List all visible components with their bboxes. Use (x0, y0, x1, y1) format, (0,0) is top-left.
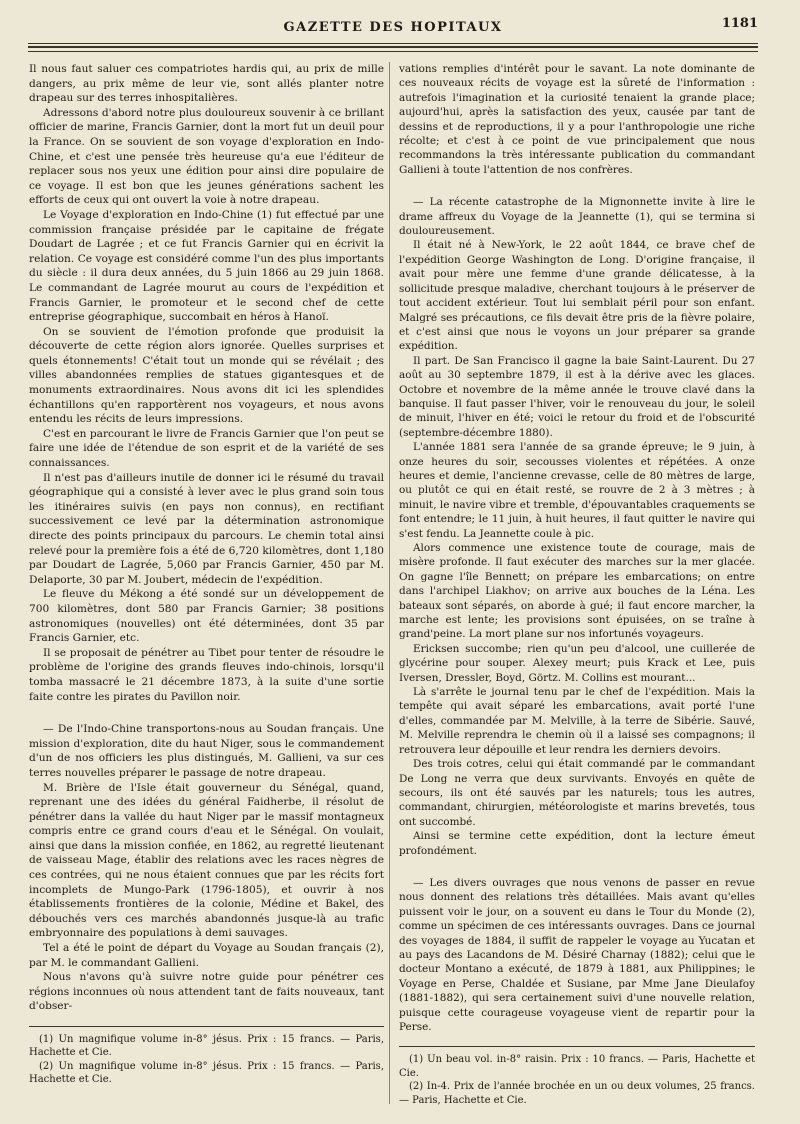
footnote: (2) Un magnifique volume in-8° jésus. Prix : 15 francs. — Paris, Hachette et Cie. (29, 1060, 384, 1086)
paragraph: Le fleuve du Mékong a été sondé sur un développement de 700 kilomètres, dont 580 par Francis Garnier; 38 positions astronomiques (nouvelles) ont été déterminées, dont 35 par Francis Garnier, etc. (29, 588, 384, 645)
footnote-rule (29, 1026, 384, 1027)
paragraph: — La récente catastrophe de la Mignonnette invite à lire le drame affreux du Voyage de la Jeannette (1), qui se termina si douloureusement. (399, 196, 755, 238)
paragraph: Il se proposait de pénétrer au Tibet pour tenter de résoudre le problème de l'origine des grands fleuves indo-chinois, lorsqu'il tomba massacré le 21 décembre 1873, à la suite d'une sortie faite contre les pirates du Pavillon noir. (29, 646, 384, 703)
paragraph: Il n'est pas d'ailleurs inutile de donner ici le résumé du travail géographique qui a consisté à lever avec le plus grand soin tous les itinéraires suivis (en pays non connus), en rectifiant successivement ce levé par la détermination astronomique directe des points principaux du parcours. Le chemin total ainsi relevé pour la première fois a été de 6,720 kilomètres, dont 1,180 par Doudart de Lagrée, 5,060 par Francis Garnier, 450 par M. Delaporte, 30 par M. Joubert, médecin de l'expédition. (29, 471, 384, 586)
paragraph: Adressons d'abord notre plus douloureux souvenir à ce brillant officier de marine, Francis Garnier, dont la mort fut un deuil pour la France. On se souvient de son voyage d'exploration en Indo-Chine, et c'est une pensée très heureuse qu'a eue l'éditeur de replacer sous nos yeux une édition pour ainsi dire populaire de ce voyage. Il est bon que les jeunes générations sachent les efforts de ceux qui ont ouvert la voie à notre drapeau. (29, 106, 384, 207)
footnotes (29, 1033, 384, 1087)
header-rule (28, 51, 758, 52)
paragraph: L'année 1881 sera l'année de sa grande épreuve; le 9 juin, à onze heures du soir, secousses violentes et répétées. A onze heures et demie, l'ancienne crevasse, celle de 80 mètres de large, ou plutôt ce qui en était resté, se rouvre de 2 à 3 mètres ; à minuit, le navire vibre et tremble, d'épouvantables craquements se font entendre; le 11 juin, à huit heures, il faut quitter le navire qui s'est fendu. La Jeannette coule à pic. (399, 441, 755, 540)
page-header (28, 14, 758, 42)
header-rule (28, 43, 758, 44)
paragraph: Alors commence une existence toute de courage, mais de misère profonde. Il faut exécuter des marches sur la mer glacée. On gagne l'île Bennett; on prépare les embarcations; on entre dans l'archipel Liakhov; on arrive aux bouches de la Léna. Les bateaux sont séparés, on aborde à gué; il faut encore marcher, la marche est lente; les provisions sont épuisées, on se traîne à grand'peine. La mort plane sur nos infortunés voyageurs. (399, 542, 755, 641)
paragraph: — De l'Indo-Chine transportons-nous au Soudan français. Une mission d'exploration, dite du haut Niger, sous le commandement d'un de nos officiers les plus distingués, M. Gallieni, va sur ces terres nouvelles préparer le passage de notre drapeau. (29, 723, 384, 779)
paragraph: Ainsi se termine cette expédition, dont la lecture émeut profondément. (399, 830, 755, 857)
paragraph: Le Voyage d'exploration en Indo-Chine (1) fut effectué par une commission française présidée par le capitaine de frégate Doudart de Lagrée ; et ce fut Francis Garnier qui en écrivit la relation. Ce voyage est considéré comme l'un des plus importants du siècle : il dura deux années, du 5 juin 1866 au 29 juin 1868. Le commandant de Lagrée mourut au cours de l'expédition et Francis Garnier, le promoteur et le second chef de cette entreprise géographique, succombait en héros à Hanoï. (29, 208, 384, 324)
right-column (399, 62, 755, 1107)
paragraph: Il part. De San Francisco il gagne la baie Saint-Laurent. Du 27 août au 30 septembre 1879, il est à la dérive avec les glaces. Octobre et novembre de la même année le trouve clavé dans la banquise. Il faut passer l'hiver, voir le renouveau du jour, le soleil de minuit, l'hiver en été; voici le retour du froid et de l'obscurité (septembre-décembre 1880). (399, 354, 755, 439)
paragraph: Là s'arrête le journal tenu par le chef de l'expédition. Mais la tempête qui avait séparé les embarcations, avait porté l'une d'elles, commandée par M. Melville, à la terre de Sibérie. Sauvé, M. Melville reprendra le chemin où il a laissé ses compagnons; il retrouvera leur dépouille et leur rendra les derniers devoirs. (399, 686, 755, 756)
paragraph: C'est en parcourant le livre de Francis Garnier que l'on peut se faire une idée de l'étendue de son esprit et de la variété de ses connaissances. (29, 427, 384, 470)
left-column (29, 62, 384, 1087)
column-divider (389, 62, 390, 1104)
paragraph: Ericksen succombe; rien qu'un peu d'alcool, une cuillerée de glycérine pour souper. Alexey meurt; puis Krack et Lee, puis Iversen, Dressler, Boyd, Görtz. M. Collins est mourant... (399, 642, 755, 684)
paragraph: Nous n'avons qu'à suivre notre guide pour pénétrer ces régions inconnues où nous attendent tant de faits nouveaux, tant d'obser- (29, 971, 384, 1013)
footnote: (2) In-4. Prix de l'année brochée en un ou deux volumes, 25 francs. — Paris, Hachette et Cie. (399, 1081, 755, 1106)
paragraph: vations remplies d'intérêt pour le savant. La note dominante de ces nouveaux récits de voyage est la sûreté de l'information : autrefois l'imagination et la curiosité tenaient la grande place; aujourd'hui, après la satisfaction des yeux, causée par tant de dessins et de reproductions, il y a pour l'anthropologie une riche récolte; et c'est à ce point de vue principalement que nous recommandons la très intéressante publication du commandant Gallieni à toute l'attention de nos confrères. (399, 63, 755, 176)
footnote: (1) Un magnifique volume in-8° jésus. Prix : 15 francs. — Paris, Hachette et Cie. (29, 1034, 384, 1059)
paragraph: M. Brière de l'Isle était gouverneur du Sénégal, quand, reprenant une des idées du général Faidherbe, il résolut de pénétrer dans la vallée du haut Niger par le massif montagneux compris entre ce grand cours d'eau et le Sénégal. On voulait, ainsi que dans la mission confiée, en 1862, au regretté lieutenant de vaisseau Mage, établir des relations avec les races nègres de ces contrées, qui ne nous étaient connues que par les récits fort incomplets de Mungo-Park (1796-1805), et ouvrir à nos établissements frontières de la colonie, Médine et Bakel, des débouchés vers ces marchés abandonnés jusque-là au trafic embryonnaire des populations à demi sauvages. (29, 781, 384, 940)
header-rule-thick (28, 46, 758, 48)
footnotes (399, 1053, 755, 1107)
paragraph: Il était né à New-York, le 22 août 1844, ce brave chef de l'expédition George Washington de Long. D'origine française, il avait pour mère une femme d'une grande délicatesse, à la sollicitude presque maladive, cherchant toujours à le préserver de tout accident extérieur. Tout lui semblait péril pour son enfant. Malgré ses précautions, ce fils devait être pris de la fièvre polaire, et c'est ainsi que nous le voyons un jour préparer sa grande expédition. (399, 239, 755, 353)
paragraph: Tel a été le point de départ du Voyage au Soudan français (2), par M. le commandant Gallieni. (29, 942, 384, 969)
paragraph: Des trois cotres, celui qui était commandé par le commandant De Long ne verra que deux survivants. Envoyés en quête de secours, ils ont été sauvés par les naturels; tous les autres, commandant, chirurgien, météorologiste et marins brevetés, tous ont succombé. (399, 758, 755, 828)
paragraph: — Les divers ouvrages que nous venons de passer en revue nous donnent des relations très détaillées. Mais avant qu'elles puissent voir le jour, on a souvent eu dans le Tour du Monde (2), comme un spécimen de ces intéressants ouvrages. Dans ce journal des voyages de 1884, il suffit de rappeler le voyage au Yucatan et au pays des Lacandons de M. Désiré Charnay (1882); celui que le docteur Montano a exécuté, de 1879 à 1881, aux Philippines; le Voyage en Perse, Chaldée et Susiane, par Mme Jane Dieulafoy (1881-1882), qui sera certainement suivi d'une nouvelle relation, puisque cette courageuse voyageuse vient de repartir pour la Perse. (399, 876, 755, 1033)
paragraph: On se souvient de l'émotion profonde que produisit la découverte de cette région alors ignorée. Quelles surprises et quels étonnements! C'était tout un monde qui se révélait ; des villes abandonnées remplies de statues gigantesques et de monuments extraordinaires. Nous avons dit ici les splendides échantillons qu'en rapportèrent nos voyageurs, et nous avons entendu les récits de leurs impressions. (29, 325, 384, 426)
paragraph: Il nous faut saluer ces compatriotes hardis qui, au prix de mille dangers, au prix même de leur vie, sont allés planter notre drapeau sur des terres inhospitalières. (29, 63, 384, 105)
footnote: (1) Un beau vol. in-8° raisin. Prix : 10 francs. — Paris, Hachette et Cie. (399, 1054, 755, 1079)
page-number: 1181 (721, 16, 758, 31)
footnote-rule (399, 1046, 755, 1047)
journal-title: GAZETTE DES HOPITAUX (283, 20, 503, 35)
